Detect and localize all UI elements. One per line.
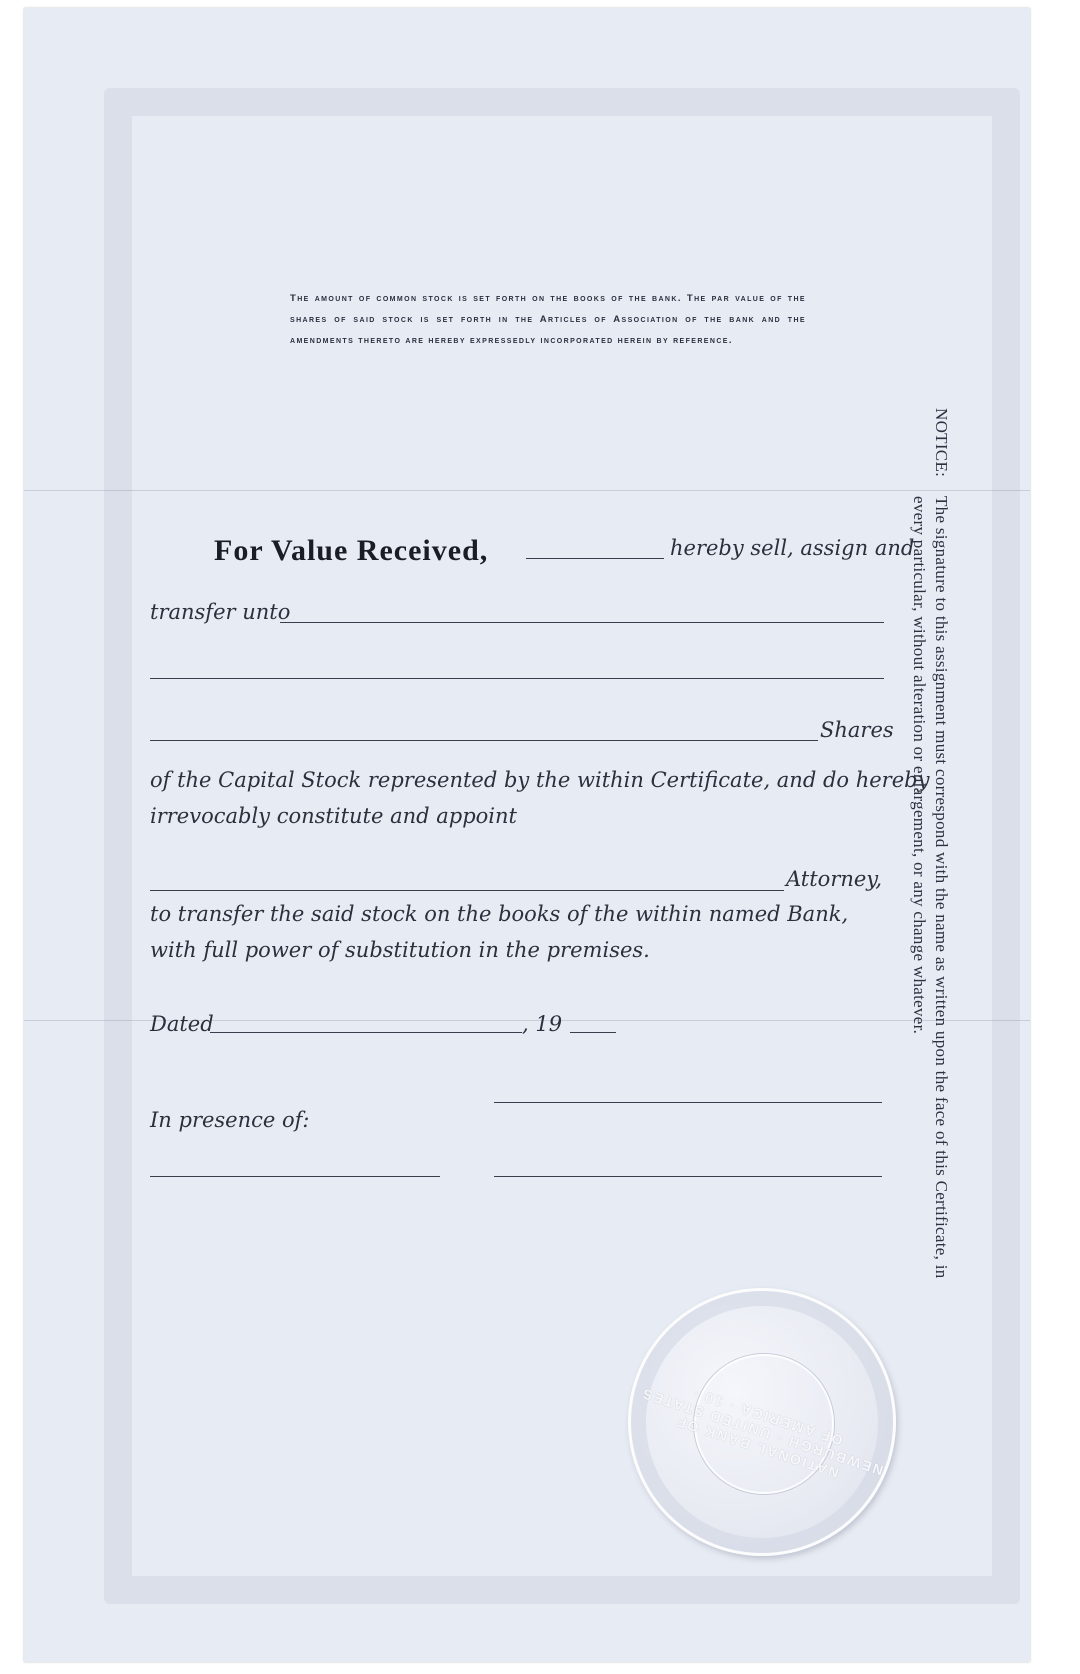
presence-label: In presence of: [150,1108,310,1132]
witness-signature-line[interactable] [150,1176,440,1177]
year-line[interactable] [570,1032,616,1033]
date-line[interactable] [210,1032,522,1033]
signature-notice [900,408,952,1298]
transferee-line-2[interactable] [150,678,884,679]
embossed-bank-seal [628,1288,896,1556]
transferee-line[interactable] [280,622,884,623]
substitution-text: with full power of substitution in the premises. [150,938,650,962]
transfer-unto-label: transfer unto [150,600,291,624]
attorney-label: Attorney, [786,867,883,891]
appoint-text: irrevocably constitute and appoint [150,804,517,828]
stock-notice-text: The amount of common stock is set forth on the books of the bank. The par value of the shares of said stock is set forth in the Articles of Association of the bank and the amendments thereto are hereby expressedly incorporated herein by reference. [290,293,806,346]
transfer-text: to transfer the said stock on the books of the within named Bank, [150,902,849,926]
notice-title: NOTICE: [932,408,951,478]
dated-label: Dated [150,1012,214,1036]
year-prefix: , 19 [522,1012,563,1036]
fold-line [24,490,1030,491]
shares-label: Shares [820,718,894,742]
assignment-heading: For Value Received, [214,534,489,567]
shares-count-line[interactable] [150,740,818,741]
second-signature-line[interactable] [494,1176,882,1177]
capital-stock-text: of the Capital Stock represented by the within Certificate, and do hereby [150,768,930,792]
seal-text: NATIONAL BANK OF NEWBURGH · UNITED STATES OF AMERICA · 10 · [638,1384,886,1482]
assignor-name-line[interactable] [526,558,664,559]
signature-line[interactable] [494,1102,882,1103]
notice-text: The signature to this assignment must correspond with the name as written upon the face of this Certificate, in every particular, without alteration or enlargement, or any change whatever. [910,496,951,1279]
attorney-name-line[interactable] [150,890,784,891]
sell-assign-text: hereby sell, assign and [670,536,915,560]
